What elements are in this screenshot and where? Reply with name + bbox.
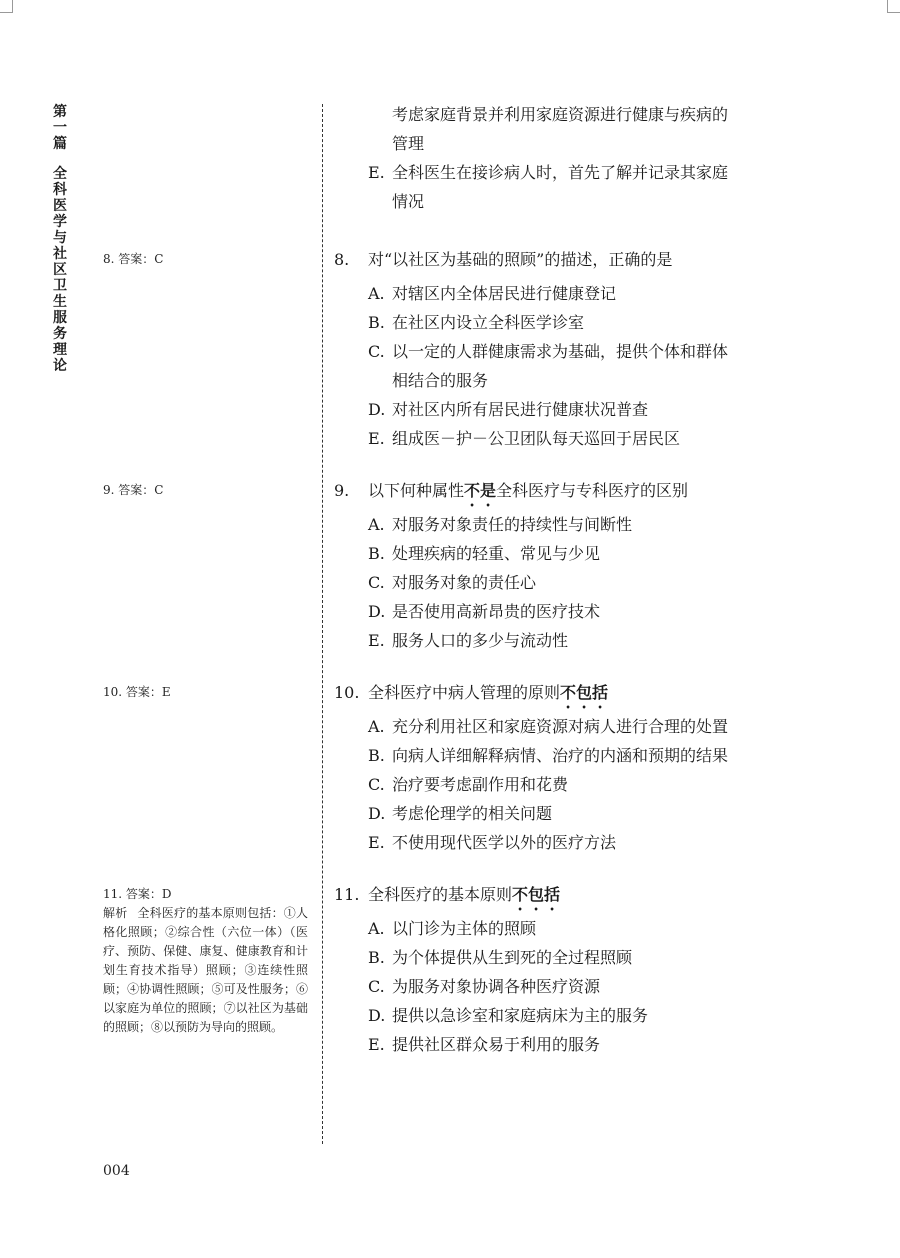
option-text — [392, 539, 784, 568]
option-label: E. — [368, 163, 385, 182]
option-text — [392, 626, 784, 655]
emphasis-text: 不包括 — [512, 885, 561, 904]
question-stem — [334, 880, 784, 914]
option-label: A. — [368, 919, 385, 938]
option-label: E. — [368, 429, 385, 448]
question-text — [368, 678, 784, 712]
question-9 — [334, 476, 784, 655]
option-d — [334, 1001, 784, 1030]
option-label: C. — [368, 342, 385, 361]
option-a — [334, 510, 784, 539]
question-text — [368, 476, 784, 510]
option-line: 考虑伦理学的相关问题 — [392, 804, 553, 823]
answer-text: 9. 答案：C — [103, 483, 164, 497]
option-text — [392, 308, 784, 337]
option-text — [392, 424, 784, 453]
option-text — [392, 597, 784, 626]
option-c — [334, 337, 784, 395]
answer-10 — [103, 683, 308, 702]
option-line: 提供社区群众易于利用的服务 — [392, 1035, 601, 1054]
answer-explanation — [103, 904, 308, 1037]
carryover-line: 考虑家庭背景并利用家庭资源进行健康与疾病的 — [392, 105, 729, 124]
explanation-text: 全科医疗的基本原则包括：①人格化照顾；②综合性（六位一体）（医疗、预防、保健、康复、健康教育和计划生育技术指导）照顾；③连续性照顾；④协调性照顾；⑤可及性服务；⑥以家庭为单位的照顾；⑦以社区为基础的照顾；⑧以预防为导向的照顾。 — [103, 906, 308, 1034]
page-number: 004 — [103, 1163, 130, 1179]
option-text — [392, 568, 784, 597]
option-b — [334, 539, 784, 568]
option-label: A. — [368, 284, 385, 303]
option-line: 为个体提供从生到死的全过程照顾 — [392, 948, 633, 967]
option-label: A. — [368, 515, 385, 534]
option-line: 不使用现代医学以外的医疗方法 — [392, 833, 617, 852]
option-text — [392, 712, 784, 741]
option-b — [334, 308, 784, 337]
option-line: 全科医生在接诊病人时，首先了解并记录其家庭 — [392, 163, 729, 182]
question-stem — [334, 245, 784, 279]
option-line: 为服务对象协调各种医疗资源 — [392, 977, 601, 996]
question-number: 10. — [334, 683, 360, 702]
option-label: D. — [368, 400, 386, 419]
emphasis-text: 不是 — [464, 481, 497, 500]
answer-9 — [103, 481, 308, 500]
option-c — [334, 972, 784, 1001]
option-line: 以门诊为主体的照顾 — [392, 919, 537, 938]
option-line: 对社区内所有居民进行健康状况普查 — [392, 400, 649, 419]
option-text — [392, 799, 784, 828]
option-text — [392, 770, 784, 799]
title-separator — [52, 152, 68, 166]
option-e — [334, 1030, 784, 1059]
option-label: C. — [368, 573, 385, 592]
option-label: B. — [368, 948, 385, 967]
option-line: 向病人详细解释病情、治疗的内涵和预期的结果 — [392, 746, 729, 765]
stem-text: 以下何种属性 — [368, 481, 465, 500]
answer-8 — [103, 250, 308, 269]
option-line: 以一定的人群健康需求为基础，提供个体和群体 — [392, 342, 729, 361]
option-line: 对服务对象责任的持续性与间断性 — [392, 515, 633, 534]
option-label: D. — [368, 804, 386, 823]
question-text — [368, 880, 784, 914]
option-label: E. — [368, 1035, 385, 1054]
crop-mark-top-right — [887, 0, 900, 13]
option-d — [334, 799, 784, 828]
question-number: 9. — [334, 481, 350, 500]
option-text — [392, 158, 784, 216]
option-text — [392, 943, 784, 972]
carryover-line: 管理 — [392, 134, 425, 153]
option-line: 充分利用社区和家庭资源对病人进行合理的处置 — [392, 717, 729, 736]
question-number: 11. — [334, 885, 360, 904]
question-8 — [334, 245, 784, 453]
option-c — [334, 568, 784, 597]
option-label: B. — [368, 313, 385, 332]
option-text — [392, 1001, 784, 1030]
option-line: 治疗要考虑副作用和花费 — [392, 775, 569, 794]
option-text — [392, 337, 784, 395]
answer-text: 8. 答案：C — [103, 252, 164, 266]
option-text — [392, 1030, 784, 1059]
emphasis-text: 不包括 — [560, 683, 609, 702]
option-line: 对辖区内全体居民进行健康登记 — [392, 284, 617, 303]
option-label: B. — [368, 544, 385, 563]
side-running-title — [52, 104, 68, 374]
answer-text: 10. 答案：E — [103, 685, 171, 699]
answer-text: 11. 答案：D — [103, 887, 172, 901]
option-line: 提供以急诊室和家庭病床为主的服务 — [392, 1006, 649, 1025]
option-label: C. — [368, 775, 385, 794]
part-title: 全 科 医 学 与 社 区 卫 生 服 务 理 论 — [53, 166, 67, 374]
option-text — [392, 395, 784, 424]
option-text — [392, 510, 784, 539]
question-text — [368, 245, 784, 279]
option-text — [392, 828, 784, 857]
option-e — [334, 424, 784, 453]
option-label: D. — [368, 1006, 386, 1025]
option-line: 相结合的服务 — [392, 371, 489, 390]
option-line: 是否使用高新昂贵的医疗技术 — [392, 602, 601, 621]
question-number: 8. — [334, 250, 350, 269]
option-text — [392, 279, 784, 308]
option-e — [334, 828, 784, 857]
stem-text: 全科医疗的基本原则 — [368, 885, 513, 904]
question-stem — [334, 678, 784, 712]
question-11 — [334, 880, 784, 1059]
part-label: 第 一 篇 — [53, 104, 67, 152]
answer-11 — [103, 885, 308, 1037]
stem-text: 全科医疗与专科医疗的区别 — [496, 481, 689, 500]
option-line: 在社区内设立全科医学诊室 — [392, 313, 585, 332]
option-label: A. — [368, 717, 385, 736]
option-line: 情况 — [392, 192, 425, 211]
option-a — [334, 279, 784, 308]
option-label: B. — [368, 746, 385, 765]
option-line: 服务人口的多少与流动性 — [392, 631, 569, 650]
option-b — [334, 943, 784, 972]
carryover-question — [334, 100, 784, 216]
option-b — [334, 741, 784, 770]
question-stem — [334, 476, 784, 510]
option-label: C. — [368, 977, 385, 996]
column-divider — [322, 104, 323, 1144]
option-label: D. — [368, 602, 386, 621]
option-line: 对服务对象的责任心 — [392, 573, 537, 592]
option-text — [392, 914, 784, 943]
option-text — [392, 972, 784, 1001]
option-text — [392, 741, 784, 770]
option-e — [334, 158, 784, 216]
question-10 — [334, 678, 784, 857]
option-label: E. — [368, 631, 385, 650]
option-a — [334, 712, 784, 741]
crop-mark-top-left — [0, 0, 13, 13]
option-a — [334, 914, 784, 943]
option-label: E. — [368, 833, 385, 852]
explanation-label: 解析 — [103, 906, 128, 920]
stem-text: 全科医疗中病人管理的原则 — [368, 683, 561, 702]
option-e — [334, 626, 784, 655]
stem-text: 对“以社区为基础的照顾”的描述，正确的是 — [368, 250, 673, 269]
option-line: 处理疾病的轻重、常见与少见 — [392, 544, 601, 563]
option-d — [334, 597, 784, 626]
option-c — [334, 770, 784, 799]
option-d — [334, 395, 784, 424]
option-line: 组成医－护－公卫团队每天巡回于居民区 — [392, 429, 681, 448]
